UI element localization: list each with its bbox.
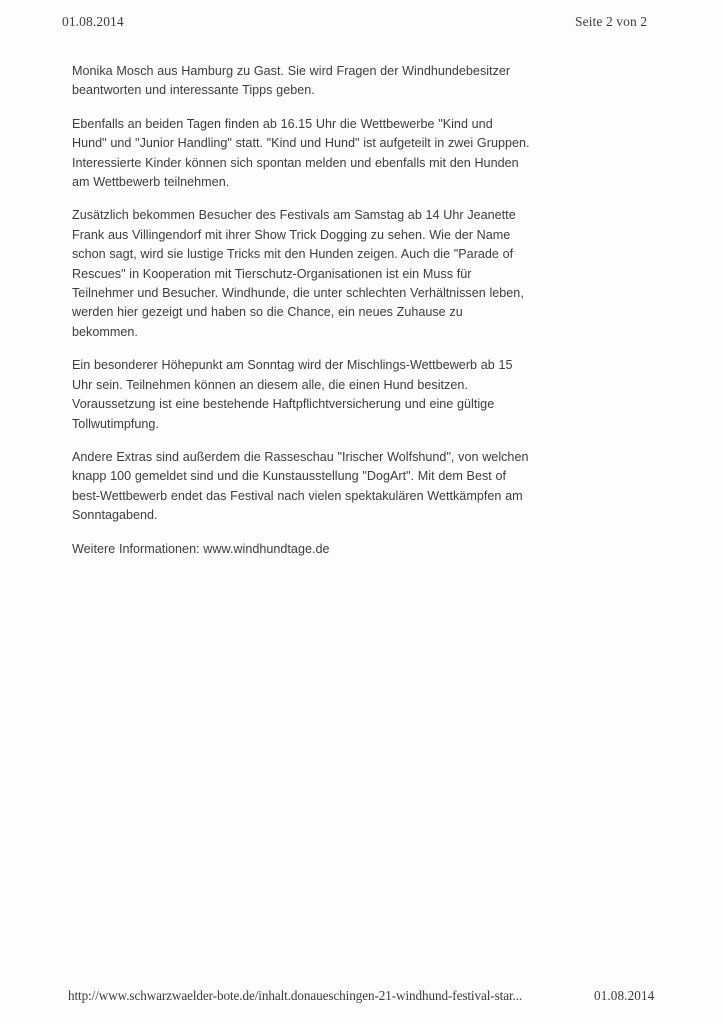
article-paragraph: Ein besonderer Höhepunkt am Sonntag wird der Mischlings-Wettbewerb ab 15 Uhr sein. Teilnehmen können an diesem alle, die einen Hund besitzen. Voraussetzung ist eine bestehende Haftpflichtversicherung und eine gültige Tollwutimpfung. [72, 358, 513, 431]
article-paragraph: Ebenfalls an beiden Tagen finden ab 16.15 Uhr die Wettbewerbe "Kind und Hund" und "Junior Handling" statt. "Kind und Hund" ist aufgeteilt in zwei Gruppen. Interessierte Kinder können sich spontan melden und ebenfalls mit den Hunden am Wettbewerb teilnehmen. [72, 116, 530, 190]
article-body [72, 62, 530, 559]
article-paragraph-more-info: Weitere Informationen: www.windhundtage.de [72, 541, 330, 556]
article-paragraph: Zusätzlich bekommen Besucher des Festivals am Samstag ab 14 Uhr Jeanette Frank aus Villingendorf mit ihrer Show Trick Dogging zu sehen. Wie der Name schon sagt, wird sie lustige Tricks mit den Hunden zeigen. Auch die "Parade of Rescues" in Kooperation mit Tierschutz-Organisationen ist ein Muss für Teilnehmer und Besucher. Windhunde, die unter schlechten Verhältnissen leben, werden hier gezeigt und haben so die Chance, ein neues Zuhause zu bekommen. [72, 208, 524, 339]
page-footer [0, 988, 723, 1010]
header-page-indicator: Seite 2 von 2 [575, 14, 648, 29]
header-print-date: 01.08.2014 [62, 14, 124, 29]
article-paragraph: Monika Mosch aus Hamburg zu Gast. Sie wird Fragen der Windhundebesitzer beantworten und interessante Tipps geben. [72, 64, 511, 98]
footer-print-date: 01.08.2014 [594, 988, 655, 1003]
footer-source-url: http://www.schwarzwaelder-bote.de/inhalt.donaueschingen-21-windhund-festival-star... [68, 988, 523, 1003]
page-header [0, 14, 723, 38]
article-paragraph: Andere Extras sind außerdem die Rasseschau "Irischer Wolfshund", von welchen knapp 100 gemeldet sind und die Kunstausstellung "DogArt". Mit dem Best of best-Wettbewerb endet das Festival nach vielen spektakulären Wettkämpfen am Sonntagabend. [72, 449, 529, 523]
